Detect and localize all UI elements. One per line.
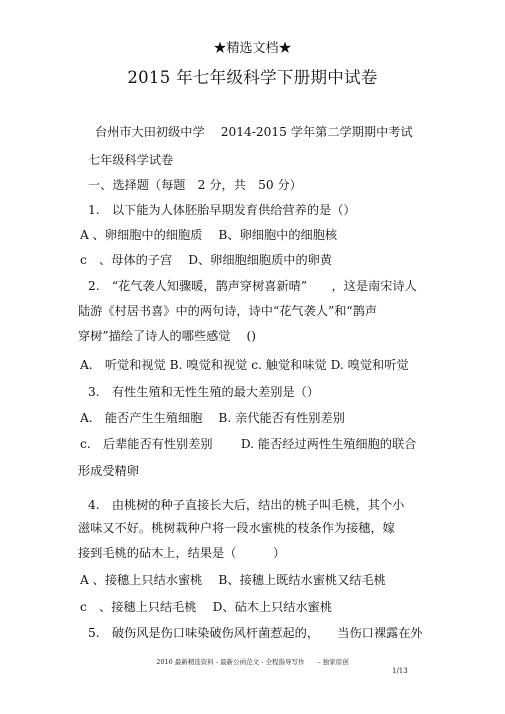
q1-options-cd: c 、母体的子宫 D、卵细胞细胞质中的卵黄 — [80, 253, 333, 267]
page-header: ★精选文档★ — [213, 41, 292, 56]
q1-options-ab: A 、卵细胞中的细胞质 B、卵细胞中的细胞核 — [80, 228, 338, 242]
page-footer: 2016 最新精选资料 - 最新公函范文 - 全程指导写作 – 独家原创 — [156, 658, 349, 666]
q4-options-ab: A 、接穗上只结水蜜桃 B、接穗上既结水蜜桃又结毛桃 — [80, 573, 386, 587]
section-heading: 一、选择题（每题 2 分，共 50 分） — [88, 178, 302, 192]
school-line: 台州市大田初级中学 2014-2015 学年第二学期期中考试 — [95, 125, 413, 139]
question-3: 3. 有性生殖和无性生殖的最大差别是（） — [88, 385, 320, 399]
question-5: 5. 破伤风是伤口味染破伤风杆菌惹起的， 当伤口裸露在外 — [88, 626, 423, 640]
question-4: 4. 由桃树的种子直接长大后，结出的桃子叫毛桃，其个小 — [88, 498, 405, 512]
subject-line: 七年级科学试卷 — [88, 153, 174, 167]
q2-options: A. 听觉和视觉 B. 嗅觉和视觉 c. 触觉和味觉 D. 嗅觉和听觉 — [80, 358, 409, 372]
q3-options-cd: c. 后辈能否有性别差别 D. 能否经过两性生殖细胞的联合 — [80, 437, 417, 451]
question-4-cont: 滋味又不好。桃树栽种户将一段水蜜桃的枝条作为接穗，嫁 — [78, 521, 395, 535]
question-2-cont: 穿树”描绘了诗人的哪些感觉 () — [78, 329, 257, 343]
q3-options-ab: A. 能否产生生殖细胞 B. 亲代能否有性别差别 — [80, 411, 345, 425]
question-2: 2. “花气袭人知骤暖，鹊声穿树喜新晴” ，这是南宋诗人 — [88, 279, 417, 293]
question-1: 1. 以下能为人体胚胎早期发育供给营养的是（） — [88, 203, 356, 217]
question-4-cont: 接到毛桃的砧木上，结果是（ ） — [78, 546, 286, 560]
page-number: 1/13 — [392, 667, 408, 675]
q4-options-cd: c 、接穗上只结毛桃 D、砧木上只结水蜜桃 — [80, 600, 333, 614]
q3-options-cont: 形成受精卵 — [78, 464, 139, 478]
document-title: 2015 年七年级科学下册期中试卷 — [127, 68, 378, 87]
question-2-cont: 陆游《村居书喜》中的两句诗，诗中“花气袭人”和“鹊声 — [78, 304, 378, 318]
